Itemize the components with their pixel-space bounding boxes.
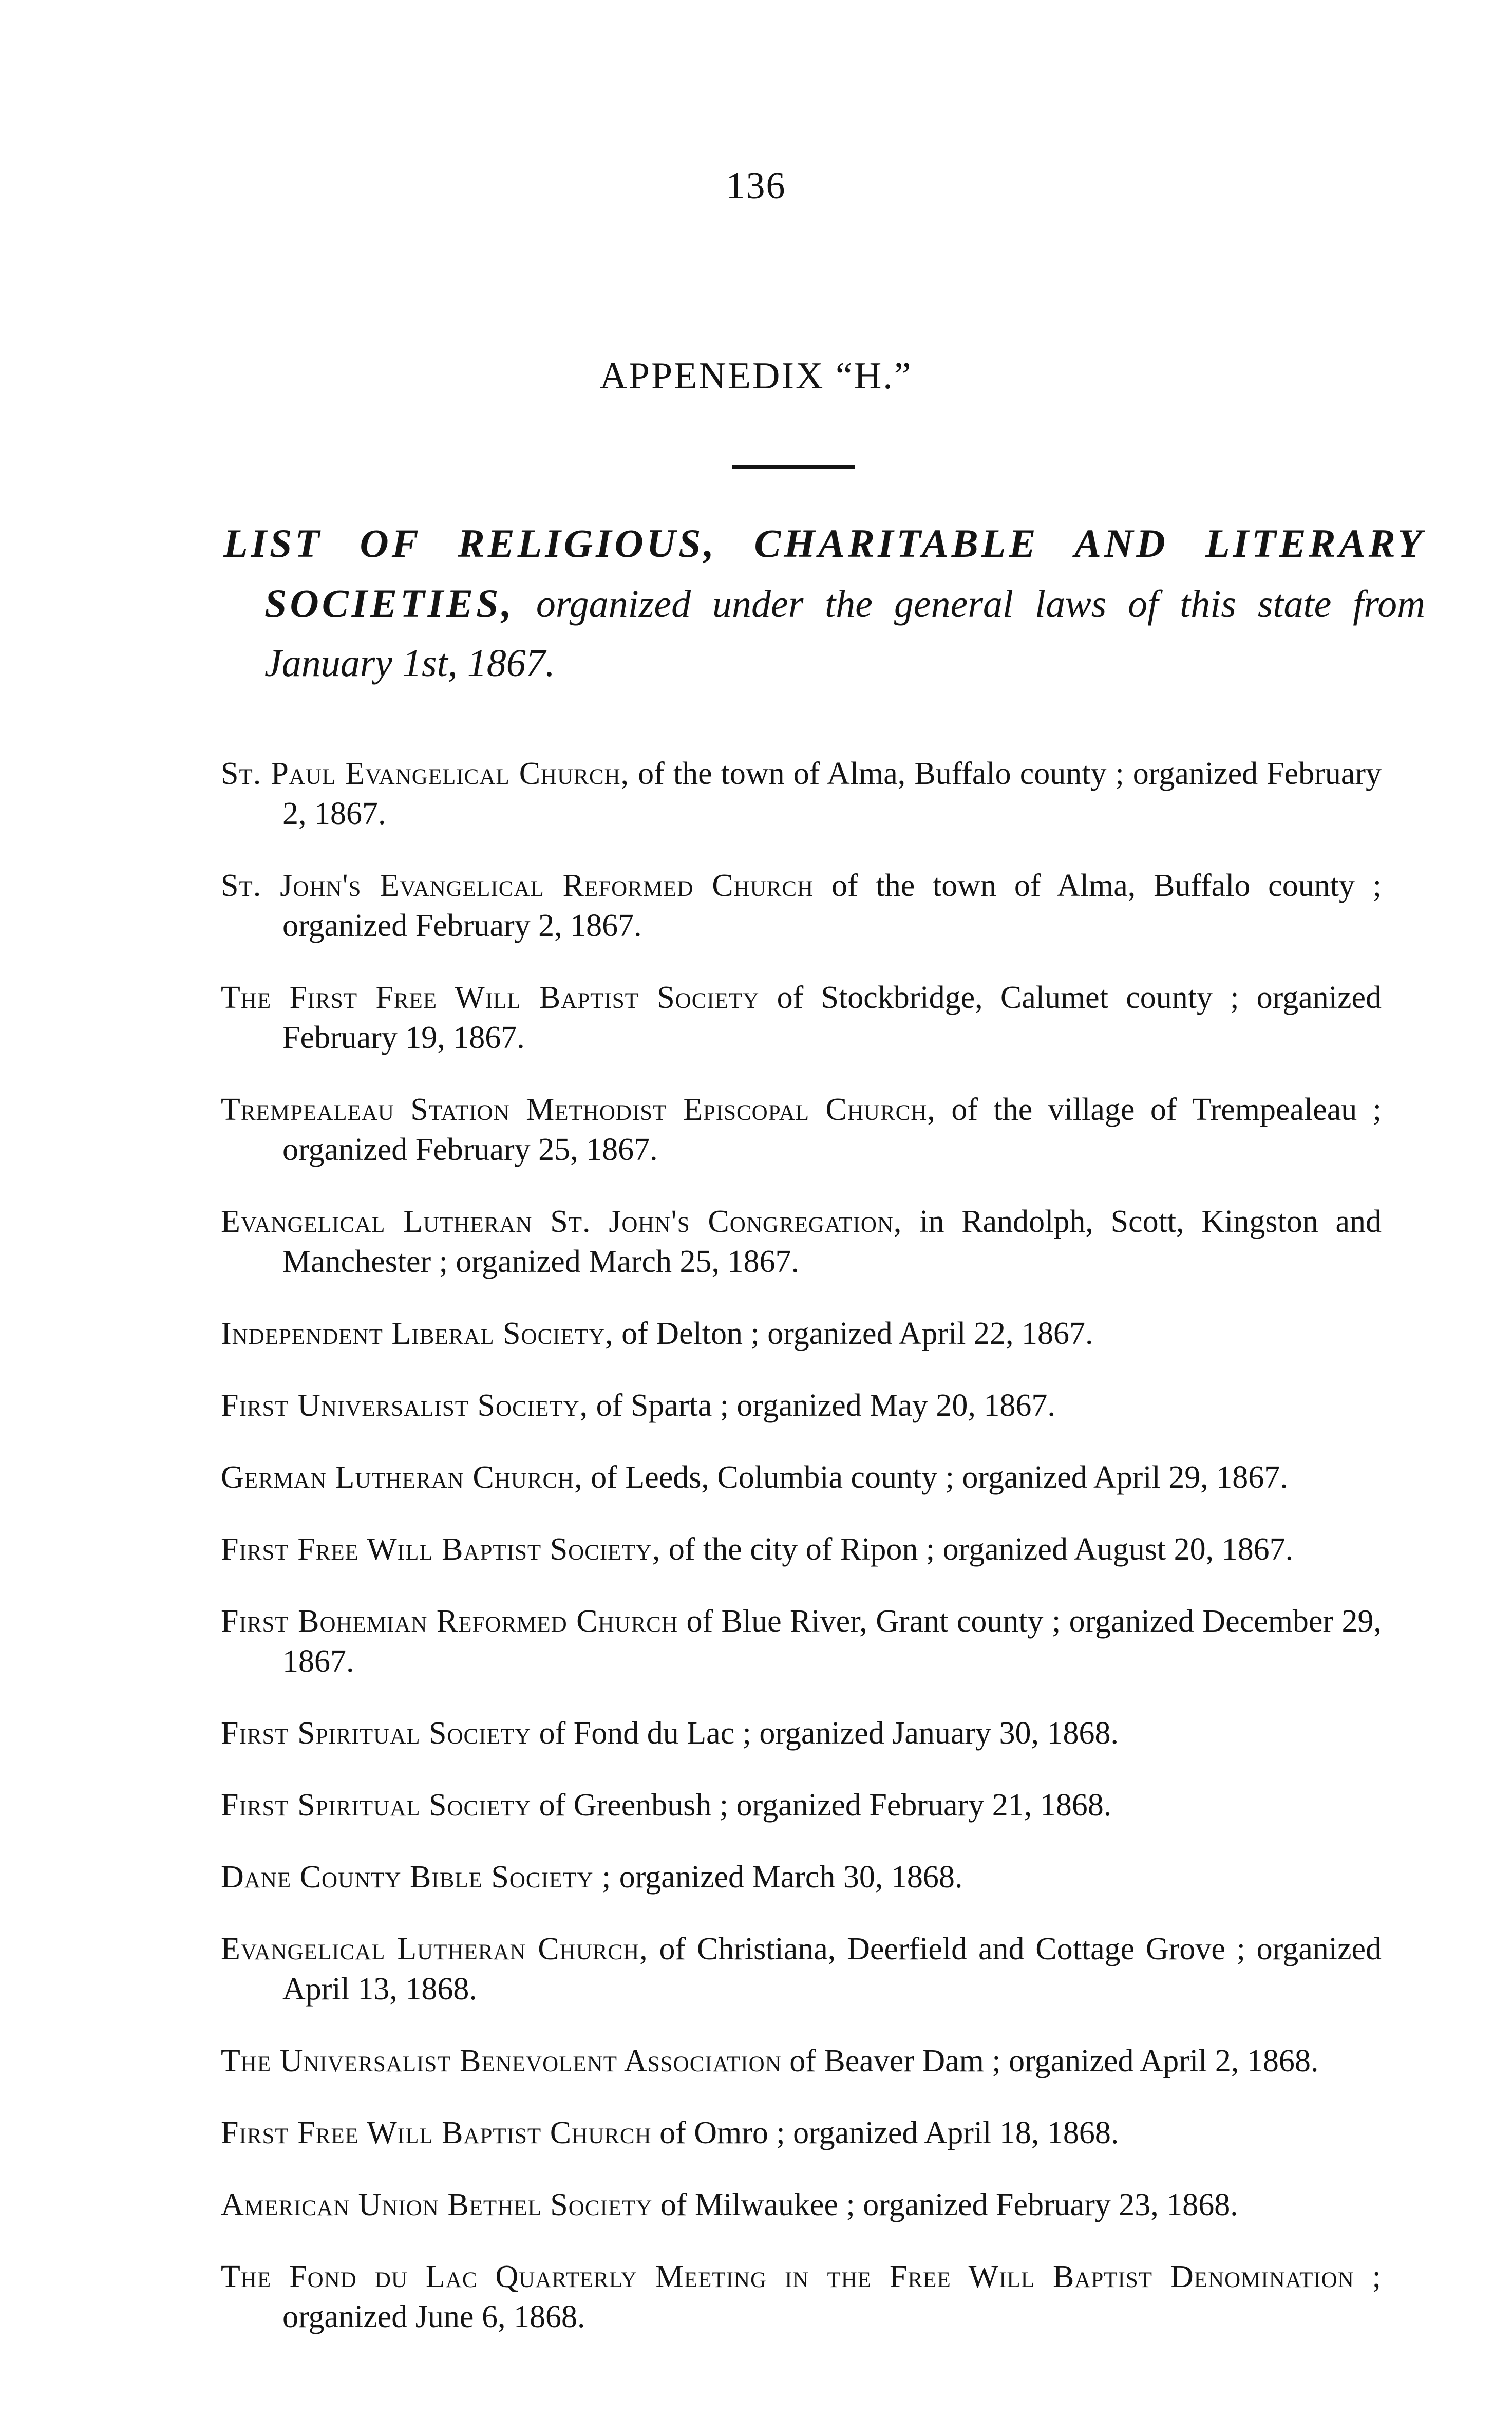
society-entry [221,1857,1382,1897]
society-detail: of Delton ; organized April 22, 1867. [621,1316,1093,1351]
society-name: First Spiritual Society [221,1716,532,1751]
society-detail: of Christiana, Deerfield and Cottage Grove ; organized April 13, 1868. [282,1932,1382,2007]
society-name: First Free Will Baptist Church [221,2115,652,2150]
page-number: 136 [726,165,786,207]
society-entry [221,2113,1382,2153]
society-detail: of Fond du Lac ; organized January 30, 1868. [539,1716,1119,1751]
society-name: Evangelical Lutheran Church, [221,1932,648,1966]
society-name: Independent Liberal Society, [221,1316,614,1351]
society-detail: organized March 30, 1868. [619,1860,963,1895]
society-name: First Free Will Baptist Society, [221,1532,661,1567]
society-name: Trempealeau Station Methodist Episcopal Church, [221,1092,936,1127]
society-name: St. John's Evangelical Reformed Church [221,868,814,903]
list-title-rest: organized under the general laws of this state from January 1st, 1867. [264,583,1425,685]
society-entry [221,1314,1382,1354]
society-name: The Fond du Lac Quarterly Meeting in the Free Will Baptist Denomination ; [221,2259,1382,2294]
society-name: Dane County Bible Society ; [221,1860,612,1895]
society-entry [221,754,1382,834]
society-entry [221,1785,1382,1825]
society-name: American Union Bethel Society [221,2187,653,2222]
society-detail: of the village of Trempealeau ; organized February 25, 1867. [282,1092,1382,1167]
society-detail: of Milwaukee ; organized February 23, 1868. [660,2187,1238,2222]
society-name: Evangelical Lutheran St. John's Congregation, [221,1204,902,1239]
society-detail: of Stockbridge, Calumet county ; organized February 19, 1867. [282,980,1382,1055]
society-detail: of Greenbush ; organized February 21, 1868. [539,1788,1112,1823]
society-entry [221,1457,1382,1497]
society-entry [221,1713,1382,1753]
society-name: The First Free Will Baptist Society [221,980,760,1015]
society-entry [221,866,1382,946]
society-entry [221,2257,1382,2337]
appendix-heading: APPENEDIX “H.” [599,355,913,397]
society-list [221,722,1382,2352]
society-entry [221,2041,1382,2081]
society-entry [221,978,1382,1058]
society-entry [221,1385,1382,1426]
list-title-caps: LIST OF RELIGIOUS, CHARITABLE AND LITERARY SOCIETIES, [223,521,1425,626]
society-detail: of the town of Alma, Buffalo county ; organized February 2, 1867. [282,868,1382,943]
society-name: German Lutheran Church, [221,1460,583,1495]
society-detail: of Blue River, Grant county ; organized December 29, 1867. [282,1604,1382,1679]
society-entry [221,1601,1382,1681]
society-entry [221,1202,1382,1282]
society-detail: of the city of Ripon ; organized August 20, 1867. [668,1532,1294,1567]
society-detail: of Omro ; organized April 18, 1868. [659,2115,1119,2150]
society-detail: organized June 6, 1868. [282,2299,585,2334]
heading-divider [732,465,855,469]
society-detail: of the town of Alma, Buffalo county ; organized February 2, 1867. [282,756,1382,831]
list-title [223,514,1425,693]
society-name: First Bohemian Reformed Church [221,1604,678,1639]
society-entry [221,2185,1382,2225]
society-name: First Universalist Society, [221,1388,589,1423]
society-detail: of Sparta ; organized May 20, 1867. [596,1388,1055,1423]
society-name: First Spiritual Society [221,1788,532,1823]
society-detail: of Beaver Dam ; organized April 2, 1868. [789,2044,1319,2078]
society-name: St. Paul Evangelical Church, [221,756,630,791]
society-entry [221,1929,1382,2009]
society-detail: in Randolph, Scott, Kingston and Manchester ; organized March 25, 1867. [282,1204,1382,1279]
society-entry [221,1090,1382,1170]
society-detail: of Leeds, Columbia county ; organized April 29, 1867. [591,1460,1288,1495]
society-name: The Universalist Benevolent Association [221,2044,782,2078]
society-entry [221,1529,1382,1569]
